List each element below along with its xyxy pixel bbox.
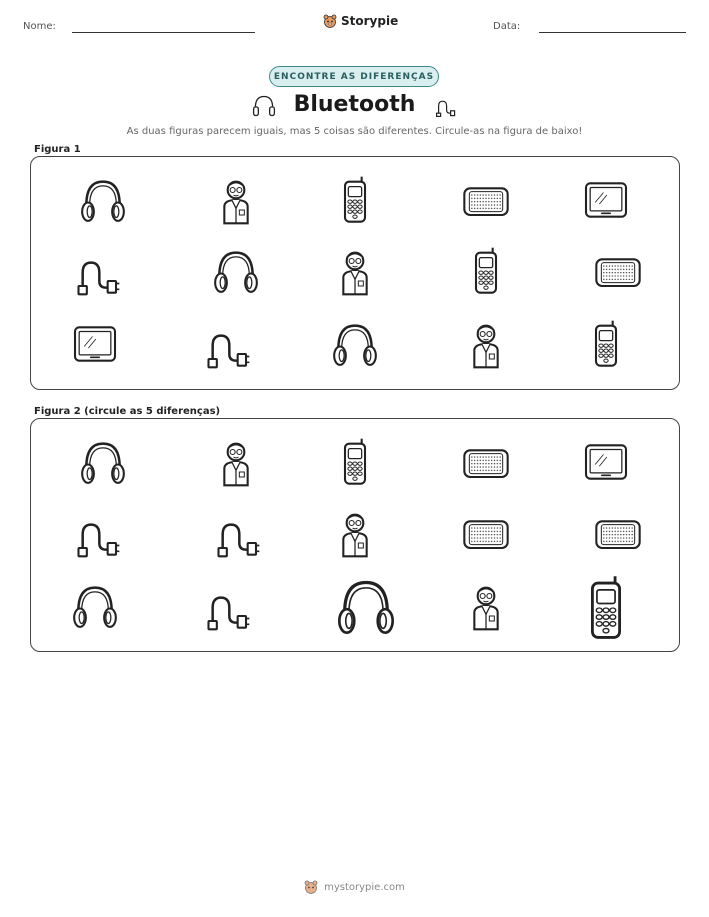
cable-icon[interactable]	[71, 246, 121, 296]
headphones-icon[interactable]	[70, 581, 120, 631]
cable-icon[interactable]	[201, 319, 251, 369]
cellphone-icon[interactable]	[581, 319, 631, 369]
cellphone-icon[interactable]	[572, 574, 640, 642]
storypie-mascot-icon	[323, 14, 337, 28]
headphones-icon[interactable]	[211, 246, 261, 296]
headphones-icon[interactable]	[78, 437, 128, 487]
doctor-icon[interactable]	[330, 508, 380, 558]
page-title: Bluetooth	[293, 92, 416, 117]
date-label: Data:	[493, 21, 521, 32]
cellphone-icon[interactable]	[461, 246, 511, 296]
tablet-icon[interactable]	[581, 437, 631, 487]
headphones-icon[interactable]	[78, 175, 128, 225]
doctor-icon[interactable]	[211, 175, 261, 225]
cellphone-icon[interactable]	[330, 175, 380, 225]
cellphone-icon[interactable]	[330, 437, 380, 487]
headphones-icon[interactable]	[330, 319, 380, 369]
footer	[0, 880, 709, 894]
doctor-icon[interactable]	[461, 581, 511, 631]
cable-icon[interactable]	[201, 581, 251, 631]
speaker-icon[interactable]	[593, 246, 643, 296]
doctor-icon[interactable]	[461, 319, 511, 369]
speaker-icon[interactable]	[593, 508, 643, 558]
headphones-icon[interactable]	[334, 574, 398, 638]
figure1-label: Figura 1	[34, 144, 81, 155]
name-line[interactable]	[72, 32, 255, 33]
speaker-icon[interactable]	[461, 175, 511, 225]
speaker-icon[interactable]	[461, 437, 511, 487]
cable-icon	[432, 94, 458, 118]
worksheet-type-badge: ENCONTRE AS DIFERENÇAS	[269, 66, 439, 87]
tablet-icon[interactable]	[70, 319, 120, 369]
doctor-icon[interactable]	[211, 437, 261, 487]
name-label: Nome:	[23, 21, 56, 32]
footer-url: mystorypie.com	[324, 881, 405, 893]
date-line[interactable]	[539, 32, 686, 33]
storypie-mascot-icon	[304, 880, 318, 894]
speaker-icon[interactable]	[461, 508, 511, 558]
figure2-label: Figura 2 (circule as 5 diferenças)	[34, 406, 221, 417]
brand-logo	[323, 14, 398, 28]
instructions: As duas figuras parecem iguais, mas 5 coisas são diferentes. Circule-as na figura de baixo!	[126, 126, 583, 137]
cable-icon[interactable]	[71, 508, 121, 558]
tablet-icon[interactable]	[581, 175, 631, 225]
cable-icon[interactable]	[211, 508, 261, 558]
doctor-icon[interactable]	[330, 246, 380, 296]
brand-name: Storypie	[341, 14, 399, 28]
